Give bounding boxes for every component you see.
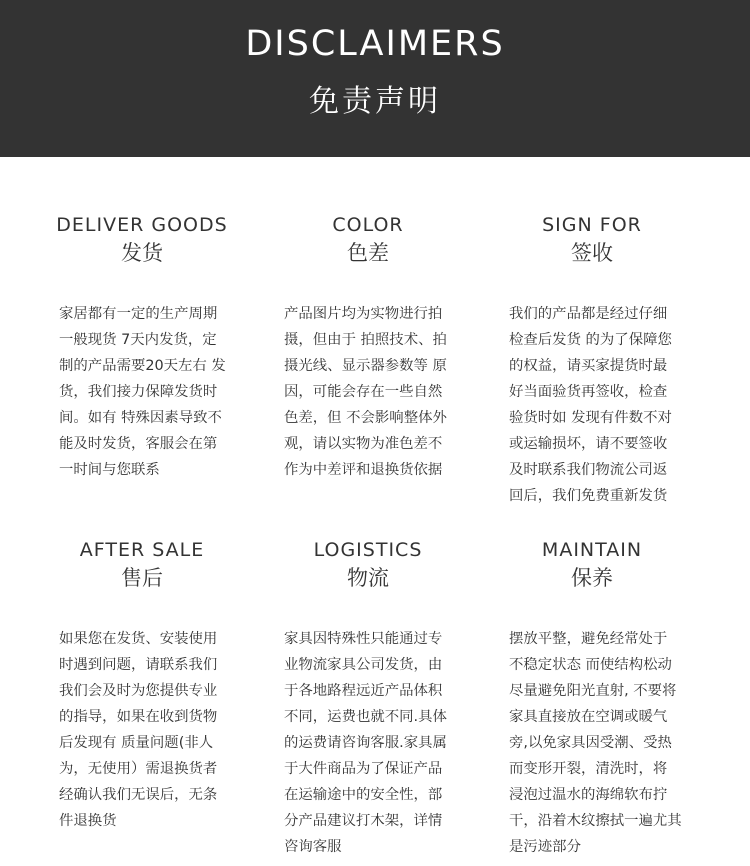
body-line: 及时联系我们物流公司返 bbox=[509, 462, 668, 478]
body-line: 干，沿着木纹擦拭一遍尤其 bbox=[509, 813, 682, 829]
header-banner bbox=[0, 0, 750, 157]
body-line: 后发现有 质量问题(非人 bbox=[59, 735, 214, 751]
body-line: 时遇到问题，请联系我们 bbox=[59, 657, 218, 673]
body-line: 于大件商品为了保证产品 bbox=[284, 761, 443, 777]
section-title-zh: 发货 bbox=[121, 241, 163, 265]
section-title-en: LOGISTICS bbox=[313, 539, 423, 561]
body-line: 验货时如 发现有件数不对 bbox=[509, 410, 672, 426]
section-title-zh: 保养 bbox=[571, 566, 613, 590]
body-line: 一般现货 7天内发货，定 bbox=[59, 332, 217, 348]
body-line: 不稳定状态 而使结构松动 bbox=[509, 657, 672, 673]
body-line: 能及时发货，客服会在第 bbox=[59, 436, 218, 452]
body-line: 经确认我们无误后，无条 bbox=[59, 787, 218, 803]
body-line: 的指导，如果在收到货物 bbox=[59, 709, 218, 725]
body-line: 色差，但 不会影响整体外 bbox=[284, 410, 447, 426]
body-line: 摄，但由于 拍照技术、拍 bbox=[284, 332, 447, 348]
body-line: 检查后发货 的为了保障您 bbox=[509, 332, 672, 348]
body-line: 摆放平整，避免经常处于 bbox=[509, 631, 668, 647]
section-title-zh: 售后 bbox=[121, 566, 163, 590]
body-line: 一时间与您联系 bbox=[59, 462, 160, 478]
section-title-en: SIGN FOR bbox=[542, 214, 642, 236]
body-line: 是污迹部分 bbox=[509, 839, 581, 855]
body-line: 制的产品需要20天左右 发 bbox=[59, 358, 226, 374]
body-line: 间。如有 特殊因素导致不 bbox=[59, 410, 222, 426]
body-line: 如果您在发货、安装使用 bbox=[59, 631, 218, 647]
body-line: 旁,以免家具因受潮、受热 bbox=[509, 735, 672, 751]
section-title-en: MAINTAIN bbox=[541, 539, 643, 561]
body-line: 而变形开裂，清洗时，将 bbox=[509, 761, 668, 777]
section-body bbox=[284, 626, 468, 860]
section-color bbox=[268, 213, 468, 483]
body-line: 摄光线、显示器参数等 原 bbox=[284, 358, 447, 374]
body-line: 我们的产品都是经过仔细 bbox=[509, 306, 668, 322]
body-line: 业物流家具公司发货，由 bbox=[284, 657, 443, 673]
section-sign-for bbox=[492, 213, 692, 509]
section-title-zh: 色差 bbox=[347, 241, 389, 265]
body-line: 的权益，请买家提货时最 bbox=[509, 358, 668, 374]
body-line: 因，可能会存在一些自然 bbox=[284, 384, 443, 400]
body-line: 在运输途中的安全性，部 bbox=[284, 787, 443, 803]
body-line: 分产品建议打木架，详情 bbox=[284, 813, 443, 829]
body-line: 件退换货 bbox=[59, 813, 117, 829]
body-line: 家居都有一定的生产周期 bbox=[59, 306, 218, 322]
section-after-sale bbox=[42, 538, 242, 834]
body-line: 货，我们接力保障发货时 bbox=[59, 384, 218, 400]
page-title-zh: 免责声明 bbox=[309, 84, 441, 119]
body-line: 产品图片均为实物进行拍 bbox=[284, 306, 443, 322]
section-logistics bbox=[268, 538, 468, 860]
body-line: 回后，我们免费重新发货 bbox=[509, 488, 668, 504]
section-body bbox=[59, 301, 242, 483]
section-body bbox=[509, 301, 692, 509]
body-line: 浸泡过温水的海绵软布拧 bbox=[509, 787, 668, 803]
section-maintain bbox=[492, 538, 692, 860]
body-line: 或运输损坏，请不要签收 bbox=[509, 436, 668, 452]
section-title-en: DELIVER GOODS bbox=[56, 214, 228, 236]
body-line: 家具直接放在空调或暖气 bbox=[509, 709, 668, 725]
body-line: 家具因特殊性只能通过专 bbox=[284, 631, 443, 647]
page-title: DISCLAIMERS bbox=[245, 24, 505, 64]
section-body bbox=[509, 626, 692, 860]
body-line: 于各地路程远近产品体积 bbox=[284, 683, 443, 699]
body-line: 尽量避免阳光直射, 不要将 bbox=[509, 683, 677, 699]
section-title-en: COLOR bbox=[332, 214, 404, 236]
body-line: 观，请以实物为准色差不 bbox=[284, 436, 443, 452]
body-line: 我们会及时为您提供专业 bbox=[59, 683, 218, 699]
section-body bbox=[284, 301, 468, 483]
body-line: 咨询客服 bbox=[284, 839, 342, 855]
section-title-en: AFTER SALE bbox=[79, 539, 205, 561]
body-line: 不同，运费也就不同.具体 bbox=[284, 709, 447, 725]
body-line: 好当面验货再签收，检查 bbox=[509, 384, 668, 400]
section-title-zh: 物流 bbox=[347, 566, 389, 590]
section-body bbox=[59, 626, 242, 834]
body-line: 的运费请咨询客服.家具属 bbox=[284, 735, 447, 751]
body-line: 为，无使用）需退换货者 bbox=[59, 761, 218, 777]
body-line: 作为中差评和退换货依据 bbox=[284, 462, 443, 478]
section-title-zh: 签收 bbox=[571, 241, 613, 265]
section-deliver-goods bbox=[42, 213, 242, 483]
